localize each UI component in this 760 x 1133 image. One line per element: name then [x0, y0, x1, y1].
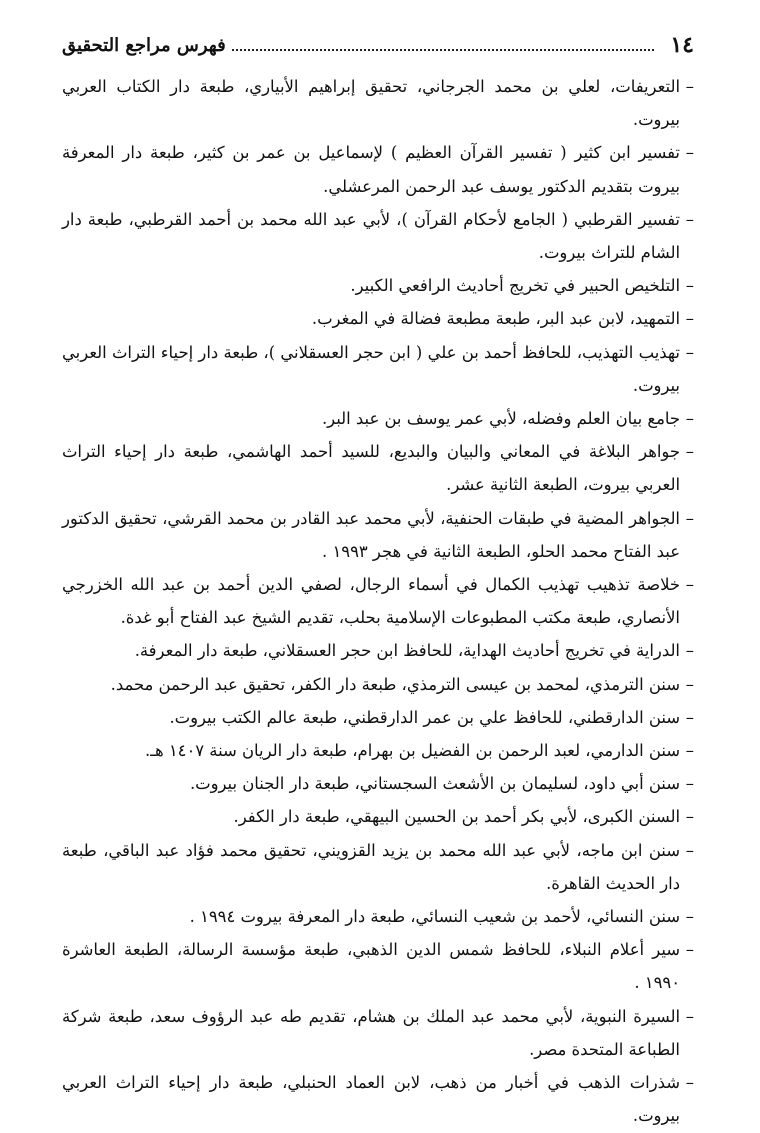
reference-entry: – خلاصة تذهيب تهذيب الكمال في أسماء الرجال، لصفي الدين أحمد بن عبد الله الخزرجي الأنصاري، طبعة مكتب المطبوعات الإسلامية بحلب، تقديم الشيخ عبد الفتاح أبو غدة.	[62, 568, 694, 634]
reference-entry: – جامع بيان العلم وفضله، لأبي عمر يوسف بن عبد البر.	[62, 402, 694, 435]
reference-entry: – السنن الكبرى، لأبي بكر أحمد بن الحسين البيهقي، طبعة دار الكفر.	[62, 800, 694, 833]
reference-entry: – الدراية في تخريج أحاديث الهداية، للحافظ ابن حجر العسقلاني، طبعة دار المعرفة.	[62, 634, 694, 667]
reference-entry: – سير أعلام النبلاء، للحافظ شمس الدين الذهبي، طبعة مؤسسة الرسالة، الطبعة العاشرة ١٩٩٠ .	[62, 933, 694, 999]
reference-entry: – شذرات الذهب في أخبار من ذهب، لابن العماد الحنبلي، طبعة دار إحياء التراث العربي بيروت.	[62, 1066, 694, 1132]
reference-list	[62, 70, 694, 1133]
reference-entry: – سنن النسائي، لأحمد بن شعيب النسائي، طبعة دار المعرفة بيروت ١٩٩٤ .	[62, 900, 694, 933]
reference-entry: – التلخيص الحبير في تخريج أحاديث الرافعي الكبير.	[62, 269, 694, 302]
reference-entry: – تفسير القرطبي ( الجامع لأحكام القرآن )، لأبي عبد الله محمد بن أحمد القرطبي، طبعة دار الشام للتراث بيروت.	[62, 203, 694, 269]
reference-entry: – التمهيد، لابن عبد البر، طبعة مطبعة فضالة في المغرب.	[62, 302, 694, 335]
reference-entry: – تهذيب التهذيب، للحافظ أحمد بن علي ( ابن حجر العسقلاني )، طبعة دار إحياء التراث العربي بيروت.	[62, 336, 694, 402]
page-number: ١٤	[670, 32, 694, 58]
page-header	[62, 28, 694, 62]
dotted-leader	[232, 49, 655, 51]
reference-entry: – سنن ابن ماجه، لأبي عبد الله محمد بن يزيد القزويني، تحقيق محمد فؤاد عبد الباقي، طبعة دار الحديث القاهرة.	[62, 834, 694, 900]
reference-entry: – جواهر البلاغة في المعاني والبيان والبديع، للسيد أحمد الهاشمي، طبعة دار إحياء التراث العربي بيروت، الطبعة الثانية عشر.	[62, 435, 694, 501]
section-title: فهرس مراجع التحقيق	[62, 34, 226, 56]
reference-entry: – سنن الدارقطني، للحافظ علي بن عمر الدارقطني، طبعة عالم الكتب بيروت.	[62, 701, 694, 734]
reference-entry: – سنن الترمذي، لمحمد بن عيسى الترمذي، طبعة دار الكفر، تحقيق عبد الرحمن محمد.	[62, 668, 694, 701]
reference-entry: – تفسير ابن كثير ( تفسير القرآن العظيم ) لإسماعيل بن عمر بن كثير، طبعة دار المعرفة بيروت بتقديم الدكتور يوسف عبد الرحمن المرعشلي.	[62, 136, 694, 202]
reference-entry: – السيرة النبوية، لأبي محمد عبد الملك بن هشام، تقديم طه عبد الرؤوف سعد، طبعة شركة الطباعة المتحدة مصر.	[62, 1000, 694, 1066]
reference-entry: – سنن أبي داود، لسليمان بن الأشعث السجستاني، طبعة دار الجنان بيروت.	[62, 767, 694, 800]
reference-entry: – سنن الدارمي، لعبد الرحمن بن الفضيل بن بهرام، طبعة دار الريان سنة ١٤٠٧ هـ.	[62, 734, 694, 767]
reference-entry: – الجواهر المضية في طبقات الحنفية، لأبي محمد عبد القادر بن محمد القرشي، تحقيق الدكتور عبد الفتاح محمد الحلو، الطبعة الثانية في هجر ١٩٩٣ .	[62, 502, 694, 568]
reference-entry: – التعريفات، لعلي بن محمد الجرجاني، تحقيق إبراهيم الأبياري، طبعة دار الكتاب العربي بيروت.	[62, 70, 694, 136]
